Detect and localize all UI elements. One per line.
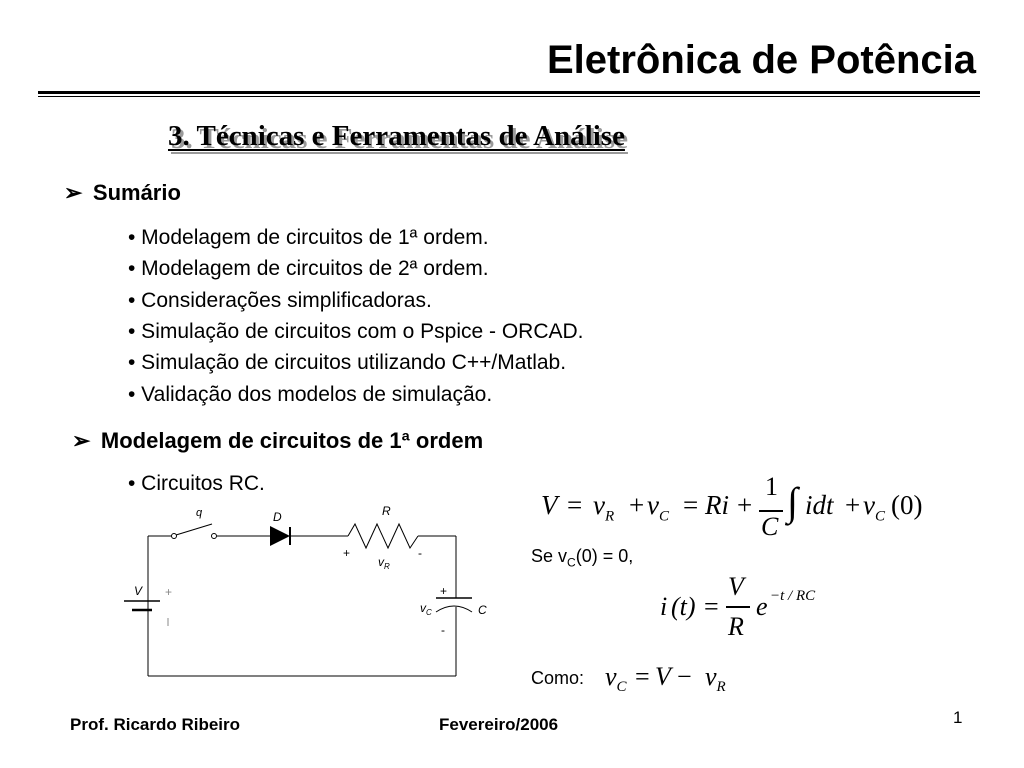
como-equals: = <box>635 662 650 691</box>
summary-heading: Sumário <box>92 180 181 205</box>
como-vR: $v_R$ <box>705 662 726 696</box>
summary-item-6: • Validação dos modelos de simulação. <box>128 383 493 406</box>
eq1-plus2: + <box>737 490 753 520</box>
diode-triangle <box>270 526 290 546</box>
summary-item-5: • Simulação de circuitos utilizando C++/Matlab. <box>128 351 567 374</box>
page-number: 1 <box>953 708 963 727</box>
footer-author: Prof. Ricardo Ribeiro <box>70 715 241 734</box>
eq2-e: e <box>756 592 768 621</box>
eq1-vC: $v_C$ <box>647 490 669 525</box>
como-vC: $v_C$ <box>605 662 627 696</box>
arrow-bullet-icon: ➢ <box>72 428 91 453</box>
como-label: Como: <box>531 668 585 688</box>
arrow-bullet-icon: ➢ <box>64 180 83 205</box>
capacitor-label: C <box>478 603 487 617</box>
switch-label: q <box>196 507 203 519</box>
eq2-equals: = <box>704 592 719 621</box>
summary-item-3: • Considerações simplificadoras. <box>128 289 432 312</box>
header-rule-thin <box>38 96 980 97</box>
summary-item-1: • Modelagem de circuitos de 1ª ordem. <box>128 226 489 249</box>
eq1-idt: idt <box>805 490 834 520</box>
resistor-plus: + <box>343 546 351 560</box>
modeling-heading-row <box>72 428 483 454</box>
rc-circuit-diagram <box>110 500 510 685</box>
resistor-label: R <box>382 504 391 518</box>
como-minus: − <box>677 662 692 691</box>
eq2-numerator: V <box>728 572 744 601</box>
source-label: V <box>134 584 143 598</box>
eq1-vR: $v_R$ <box>593 490 615 525</box>
summary-item-4: • Simulação de circuitos com o Pspice - ORCAD. <box>128 320 584 343</box>
eq1-fraction-denominator: C <box>761 512 779 541</box>
eq2-denominator: R <box>728 612 744 641</box>
source-plus-mark: + <box>165 585 173 599</box>
section-title: 3. Técnicas e Ferramentas de Análise <box>168 120 625 152</box>
eq1-plus1: + <box>629 490 645 520</box>
capacitor-plate-bottom <box>436 606 472 612</box>
eq2-t: (t) <box>671 592 696 621</box>
eq1-equals2: = <box>683 490 699 520</box>
equation-como <box>531 660 771 700</box>
page-title: Eletrônica de Potência <box>546 38 976 82</box>
capacitor-voltage-label: $v_C$ <box>420 601 432 617</box>
summary-item-2: • Modelagem de circuitos de 2ª ordem. <box>128 257 489 280</box>
integral-icon: ∫ <box>787 479 798 524</box>
eq1-plus3: + <box>845 490 861 520</box>
capacitor-plus: + <box>440 584 448 598</box>
eq1-fraction-numerator: 1 <box>765 472 778 501</box>
modeling-heading: Modelagem de circuitos de 1ª ordem <box>100 428 484 453</box>
eq1-Ri: Ri <box>705 490 729 520</box>
eq2-fraction-bar <box>726 606 750 608</box>
summary-heading-row <box>64 180 181 206</box>
modeling-item: • Circuitos RC. <box>128 472 265 495</box>
equation-kvl <box>541 472 941 546</box>
eq1-V: V <box>541 490 558 520</box>
eq2-i: i <box>660 592 668 621</box>
footer-date: Fevereiro/2006 <box>439 715 559 734</box>
switch-contact-left <box>172 534 177 539</box>
eq1-equals: = <box>567 490 583 520</box>
resistor-minus: - <box>418 546 422 560</box>
capacitor-minus: - <box>441 623 445 637</box>
diode-label: D <box>273 510 282 524</box>
switch-contact-right <box>212 534 217 539</box>
eq2-exponent: −t / RC <box>770 588 816 604</box>
switch-blade <box>176 524 212 535</box>
resistor-voltage-label: $v_R$ <box>378 555 390 571</box>
initial-condition: Se $v_C(0) = 0$, <box>531 546 634 570</box>
equation-current <box>660 572 840 647</box>
eq1-zero: (0) <box>891 490 923 520</box>
header-rule-thick <box>38 91 980 94</box>
resistor-zigzag <box>348 524 418 548</box>
como-V: V <box>655 662 671 691</box>
eq1-vC-initial: $v_C$ <box>863 490 885 525</box>
